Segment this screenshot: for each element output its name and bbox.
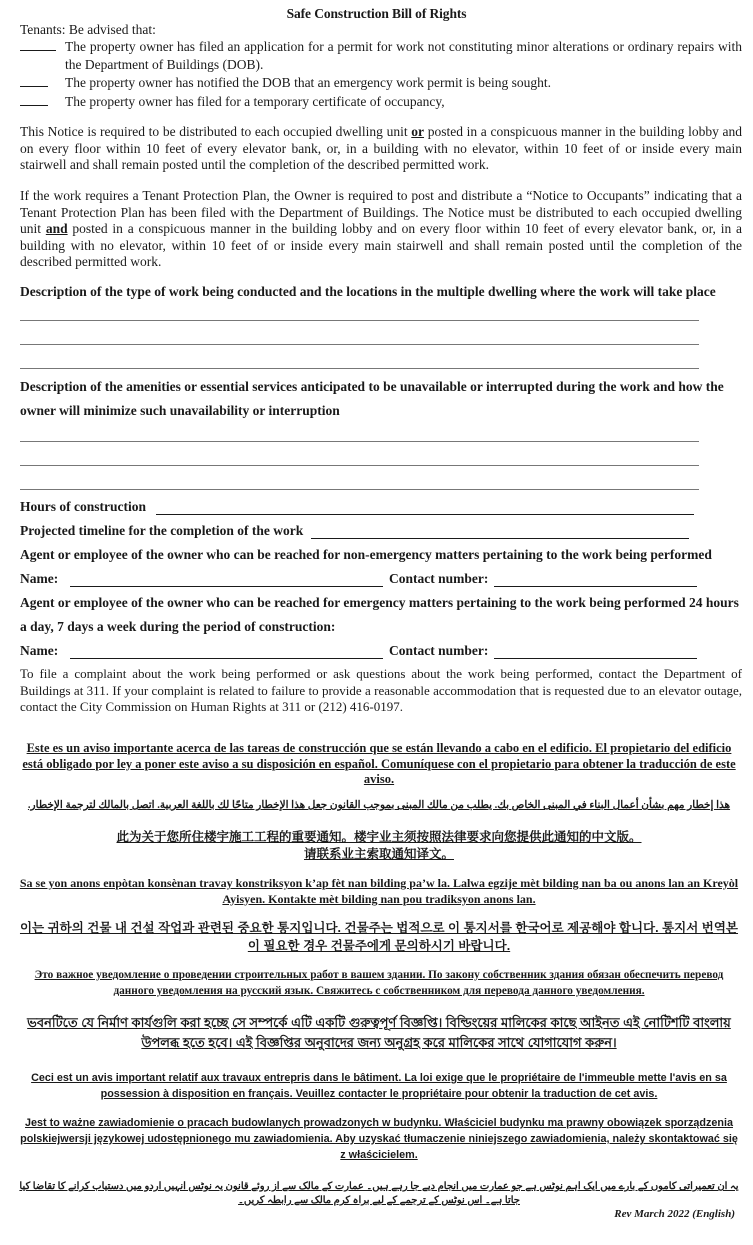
work-description-line-1[interactable] [20,320,699,321]
non-emergency-agent-label: Agent or employee of the owner who can be reached for non-emergency matters pertaining to the work being performed [20,547,712,562]
emergency-name-input[interactable] [70,645,383,659]
contact-number-label: Contact number: [389,643,489,658]
translation-bengali: ভবনটিতে যে নির্মাণ কার্যগুলি করা হচ্ছে সে সম্পর্কে এটি একটি গুরুত্বপূর্ণ বিজ্ঞপ্তি। বিল্ডিংয়ের মালিকের কাছে আইনত এই নোটিশটি বাংলায় উপলব্ধ হতে হবে। এই বিজ্ঞপ্তির অনুবাদের জন্য অনুগ্রহ করে মালিকের সাথে যোগাযোগ করুন। [27,1015,731,1050]
checkbox-blank[interactable] [20,38,56,51]
emphasis-or: or [411,124,425,139]
translation-haitian-creole: Sa se yon anons enpòtan konsènan travay konstriksyon k’ap fèt nan bilding pa’w la. Lalwa egzije mèt bilding nan ba ou anons lan an Kreyòl Ayisyen. Kontakte mèt bilding nan pou tradiksyon anons lan. [19,876,739,906]
translation-urdu: یہ ان تعمیراتی کاموں کے بارے میں ایک اہم نوٹس ہے جو عمارت میں انجام دیے جا رہے ہیں۔ عمارت کے مالک سے از روئے قانون یہ نوٹس انہیں اردو میں دستیاب کرانے کا تقاضا کیا جاتا ہے۔ اس نوٹس کے ترجمے کے لیے براہ کرم مالک سے رابطہ کریں۔ [19,1181,739,1206]
revision-label: Rev March 2022 (English) [614,1208,735,1220]
translation-korean: 이는 귀하의 건물 내 건설 작업과 관련된 중요한 통지입니다. 건물주는 법적으로 이 통지서를 한국어로 제공해야 합니다. 통지서 번역본이 필요한 경우 건물주에게 문의하시기 바랍니다. [19,921,739,953]
translation-french: Ceci est un avis important relatif aux travaux entrepris dans le bâtiment. La loi exige que le propriétaire de l'immeuble mette l'avis en sa possession à disposition en français. Veuillez contacter le propriétaire pour obtenir la traduction de cet avis. [31,1072,727,1100]
hours-input[interactable] [156,501,694,515]
work-description-line-2[interactable] [20,344,699,345]
translation-chinese: 此为关于您所住楼宇施工工程的重要通知。楼宇业主须按照法律要求向您提供此通知的中文版。 请联系业主索取通知译文。 [116,830,642,861]
non-emergency-contact-input[interactable] [494,573,697,587]
tenant-protection-paragraph: If the work requires a Tenant Protection Plan, the Owner is required to post and distribute a “Notice to Occupants” indicating that a Tenant Protection Plan has been filed with the Department of Buildings. The Notice must be distributed to each occupied dwelling unit and posted in a conspicuous manner in the building lobby and on every floor within 10 feet of every elevator bank, or, in a building with no elevator, within 10 feet of or inside every main stairwell and shall remain posted until the completion of the described permitted work. [20,188,742,269]
tenants-intro: Tenants: Be advised that: [20,22,156,37]
non-emergency-name-input[interactable] [70,573,383,587]
translation-spanish: Este es un aviso importante acerca de las tareas de construcción que se están llevando a cabo en el edificio. El propietario del edificio está obligado por ley a poner este aviso a su disposición en español. Comuníquese con el propietario para obtener la traducción de este aviso. [22,741,736,786]
work-description-line-3[interactable] [20,368,699,369]
name-label: Name: [20,643,59,658]
emphasis-and: and [45,221,68,236]
checklist-item-occupancy: The property owner has filed for a temporary certificate of occupancy, [20,93,742,111]
complaint-paragraph: To file a complaint about the work being performed or ask questions about the work being performed, contact the Department of Buildings at 311. If your complaint is related to failure to provide a reasonable accommodation that is requested due to an elevator outage, contact the City Commission on Human Rights at 311 or (212) 416-0197. [20,666,742,714]
translation-russian: Это важное уведомление о проведении строительных работ в вашем здании. По закону собственник здания обязан обеспечить перевод данного уведомления на русский язык. Свяжитесь с собственником для перевода данного уведомления. [34,969,724,997]
timeline-field-row [20,521,700,539]
contact-number-label: Contact number: [389,571,489,586]
amenities-line-3[interactable] [20,489,699,490]
amenities-line-2[interactable] [20,465,699,466]
timeline-input[interactable] [311,525,689,539]
translation-arabic: هذا إخطار مهم بشأن أعمال البناء في المبنى الخاص بك. يطلب من مالك المبنى بموجب القانون جعل هذا الإخطار متاحًا لك باللغة العربية. اتصل بالمالك لترجمة الإخطار. [27,800,731,811]
amenities-label: Description of the amenities or essential services anticipated to be unavailable or interrupted during the work and how the owner will minimize such unavailability or interruption [20,379,724,418]
distribution-paragraph: This Notice is required to be distributed to each occupied dwelling unit or posted in a conspicuous manner in the building lobby and on every floor within 10 feet of every elevator bank, or, in a building with no elevator, within 10 feet of or inside every main stairwell and shall remain posted until the completion of the described permitted work. [20,124,742,172]
translation-polish: Jest to ważne zawiadomienie o pracach budowlanych prowadzonych w budynku. Właściciel budynku ma prawny obowiązek sporządzenia polskiejwersji językowej udostępnionego mu zawiadomienia. Aby uzyskać tłumaczenie niniejszego zawiadomienia, należy skontaktować się z właścicielem. [20,1117,738,1161]
checklist-item-emergency: The property owner has notified the DOB that an emergency work permit is being sought. [20,74,742,92]
emergency-agent-label: Agent or employee of the owner who can be reached for emergency matters pertaining to the work being performed 24 hours a day, 7 days a week during the period of construction: [20,595,739,634]
page-title: Safe Construction Bill of Rights [286,6,467,21]
non-emergency-contact-row [20,569,700,587]
checklist-item-permit: The property owner has filed an application for a permit for work not constituting minor alterations or ordinary repairs with the Department of Buildings (DOB). [20,38,742,74]
name-label: Name: [20,571,59,586]
hours-field-row [20,497,700,515]
timeline-label: Projected timeline for the completion of the work [20,523,304,538]
checkbox-blank[interactable] [20,74,48,87]
work-description-label: Description of the type of work being conducted and the locations in the multiple dwelling where the work will take place [20,284,716,299]
emergency-contact-input[interactable] [494,645,697,659]
hours-label: Hours of construction [20,499,146,514]
emergency-contact-row [20,641,700,659]
amenities-line-1[interactable] [20,441,699,442]
checkbox-blank[interactable] [20,93,48,106]
